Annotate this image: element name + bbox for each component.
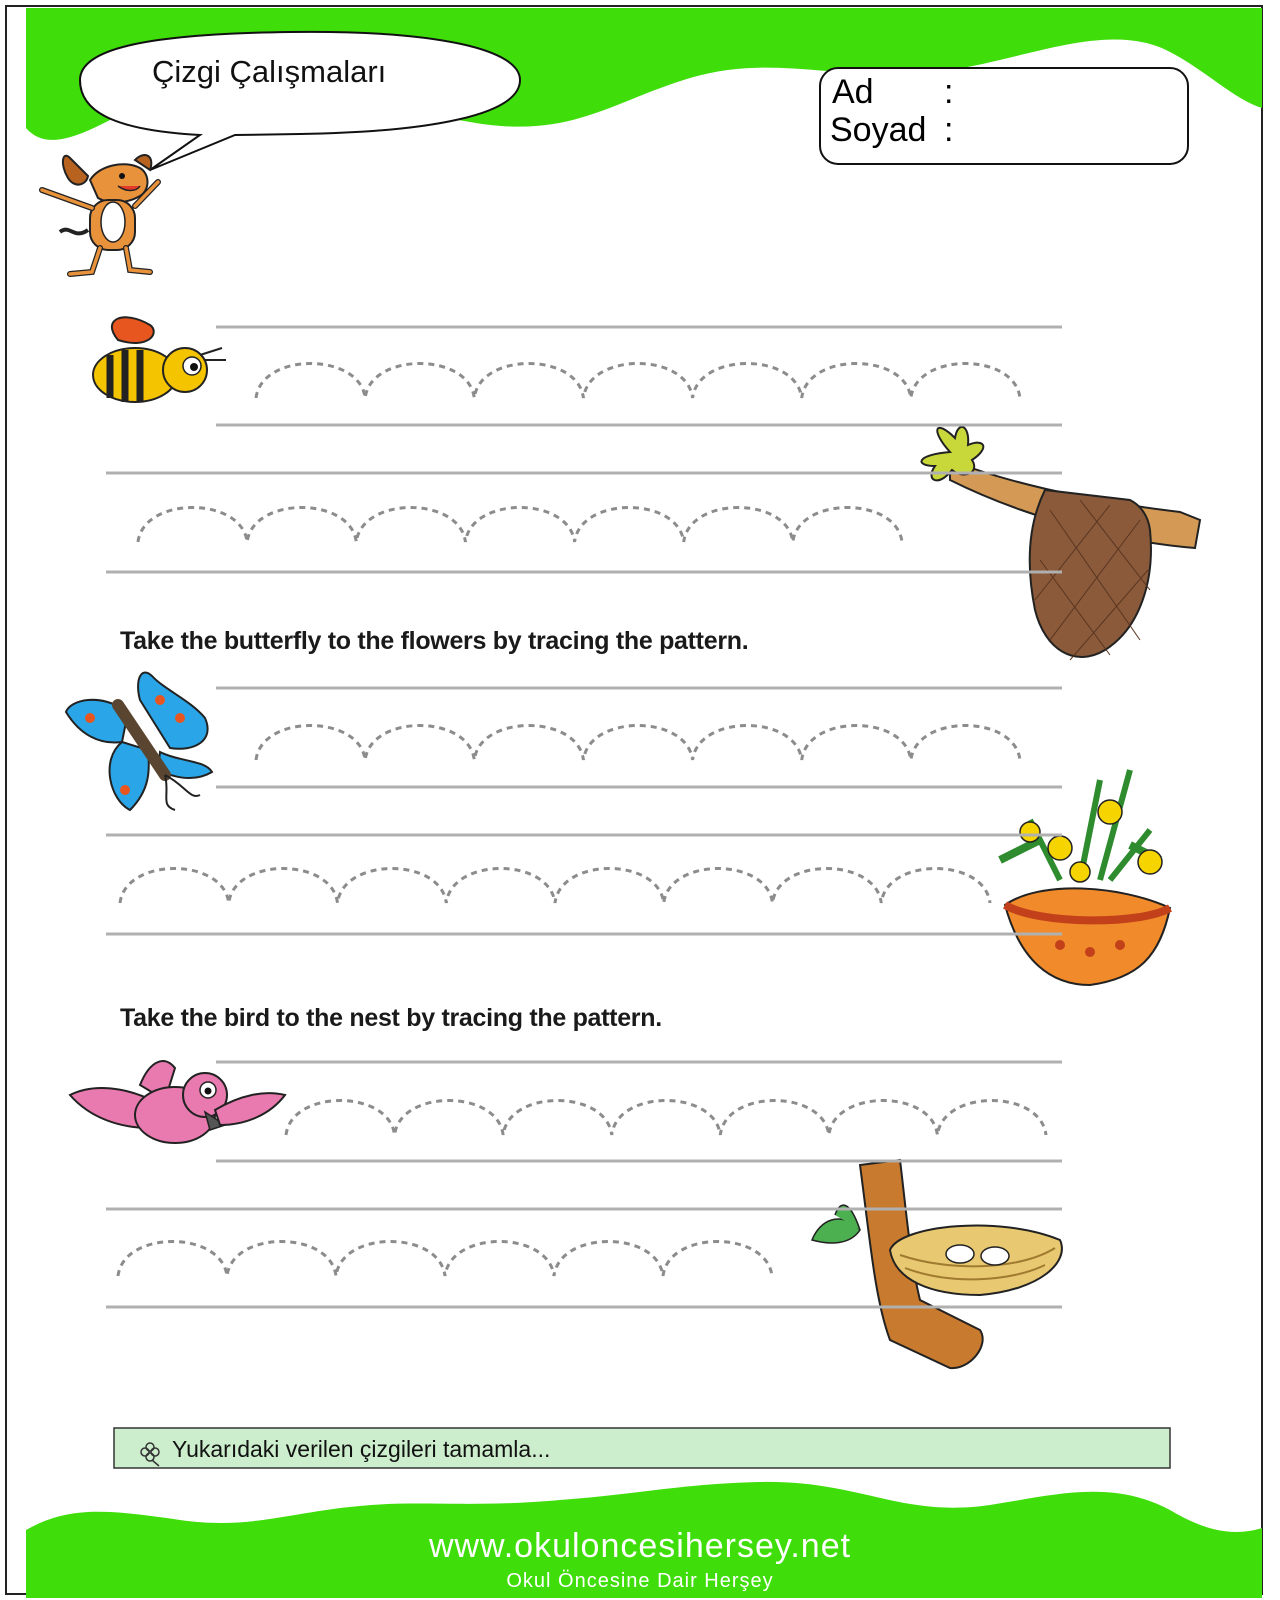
page-frame (6, 6, 1262, 1594)
instruction-butterfly: Take the butterfly to the flowers by tracing the pattern. (120, 627, 749, 655)
surname-colon: : (944, 111, 954, 149)
footer-website[interactable]: www.okuloncesihersey.net (428, 1527, 852, 1565)
name-label: Ad (832, 73, 874, 111)
instruction-bird: Take the bird to the nest by tracing the pattern. (120, 1004, 662, 1032)
footer-note-text: Yukarıdaki verilen çizgileri tamamla... (172, 1436, 551, 1462)
name-colon: : (944, 73, 954, 111)
footer-tagline: Okul Öncesine Dair Herşey (506, 1570, 774, 1592)
surname-label: Soyad (830, 111, 927, 149)
page-title: Çizgi Çalışmaları (152, 54, 387, 89)
